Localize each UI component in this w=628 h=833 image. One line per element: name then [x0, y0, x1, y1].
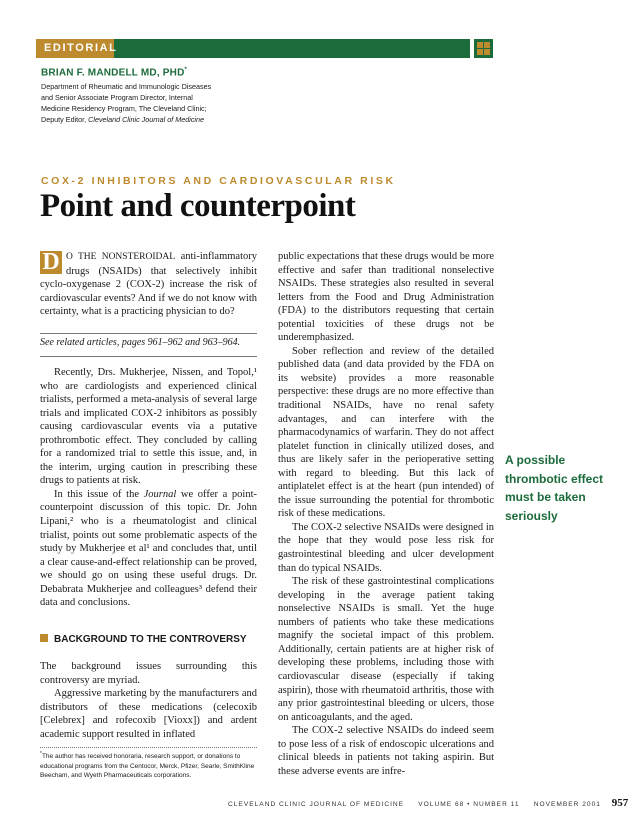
paragraph: Aggressive marketing by the manufacturers and distributors of these medications (celecoxib [Celebrex] and rofecoxib [Vioxx]) and ardent academic support resulted in inflated — [40, 688, 257, 740]
divider — [40, 356, 257, 357]
author-block — [41, 67, 281, 125]
footer-issue: VOLUME 68 • NUMBER 11 — [418, 801, 520, 808]
paragraph: The COX-2 selective NSAIDs were designed in the hope that they would pose less risk for gastrointestinal bleeding and ulcer development than do typical NSAIDs. — [278, 521, 494, 574]
page-number: 957 — [611, 797, 628, 809]
author-name: BRIAN F. MANDELL MD, PHD* — [41, 67, 188, 79]
author-disclosure-footnote: *The author has received honoraria, research support, or donations to educational programs from the Centocor, Merck, Pfizer, Searle, SmithKline Beecham, and Wyeth Pharmaceuticals corporations. — [40, 751, 255, 780]
bullet-square-icon — [40, 634, 48, 642]
author-affiliation: Department of Rheumatic and Immunologic Diseases and Senior Associate Program Director, Internal Medicine Residency Program, The Cleveland Clinic; Deputy Editor, Cleveland Clinic Journal of Medicine — [41, 82, 212, 125]
paragraph: In this issue of the Journal we offer a point-counterpoint discussion of this topic. Dr. John Lipani,² who is a rheumatologist and clinical trialist, points out some problematic aspects of the study by Mukherjee et al¹ and concludes that, until a clear cause-and-effect relationship can be proved, we should go on using these useful drugs. Dr. Debabrata Mukherjee and colleagues³ defend their data and conclusions. — [40, 488, 257, 609]
lead-paragraph: D O THE NONSTEROIDAL anti-inflammatory drugs (NSAIDs) that selectively inhibit cyclo-oxygenase 2 (COX-2) increase the risk of cardiovascular events? And if we do not know with certainty, what is a practicing physician to do? — [40, 249, 257, 318]
paragraph: Recently, Drs. Mukherjee, Nissen, and Topol,¹ who are cardiologists and experienced clinical trialists, performed a meta-analysis of several large trials and implicated COX-2 inhibitors as possibly causing cardiovascular events via a putative prothrombotic effect. They concluded by calling for a randomized trial to settle this issue, and, in the interim, urging caution in prescribing these drugs to patients at risk. — [40, 367, 257, 487]
divider — [40, 333, 257, 334]
related-articles-note: See related articles, pages 961–962 and 963–964. — [40, 337, 241, 348]
drop-cap: D — [40, 251, 62, 274]
footer-journal: CLEVELAND CLINIC JOURNAL OF MEDICINE — [228, 801, 405, 808]
section-heading: BACKGROUND TO THE CONTROVERSY — [40, 634, 247, 645]
footnote-divider — [40, 747, 257, 748]
paragraph: The risk of these gastrointestinal complications developing in the average patient taking nonselective NSAIDs is small. Yet the huge numbers of patients who take these medications magnify the societal impact of this problem. Additionally, certain patients are at higher risk of developing these problems, including those with cardiovascular disease (especially if taking aspirin), those with rheumatoid arthritis, those with any prior gastrointestinal bleeding or ulcers, those on anticoagulants, and the aged. — [278, 576, 494, 723]
column-2-body — [278, 250, 494, 785]
journal-logo-icon — [474, 39, 493, 58]
pull-quote: A possible thrombotic effect must be taken seriously — [505, 453, 604, 523]
paragraph: public expectations that these drugs would be more effective and safer than traditional nonselective NSAIDs. These strategies also resulted in several letters from the Food and Drug Administration (FDA) to the distributors requesting that certain potential toxicities of these drugs not be underemphasized. — [278, 251, 494, 344]
footer-date: NOVEMBER 2001 — [533, 801, 601, 808]
article-title: Point and counterpoint — [40, 188, 356, 224]
paragraph: The background issues surrounding this controversy are myriad. — [40, 661, 257, 686]
article-kicker: COX-2 INHIBITORS AND CARDIOVASCULAR RISK — [41, 175, 396, 187]
column-1-body — [40, 366, 257, 628]
paragraph: The COX-2 selective NSAIDs do indeed seem to pose less of a risk of endoscopic ulcerations and clinical bleeds in patients not taking aspirin. But these adverse events are infre- — [278, 725, 494, 777]
paragraph: Sober reflection and review of the detailed published data (and data provided by the FDA on its website) provides a more reasonable perspective: these drugs are no more effective than traditional NSAIDs, have no renal safety advantages, and can interfere with the pharmacodynamics of warfarin. They do not affect platelet function in clinically utilized doses, and thus are likely safer in the perioperative setting with regard to bleeding. But this lack of antiplatelet effect is at the heart (pun intended) of the issue surrounding the potential for thrombotic risk of these medications. — [278, 345, 494, 520]
section-label: EDITORIAL — [36, 39, 114, 58]
column-1-continued — [40, 660, 257, 740]
page-footer — [228, 797, 628, 809]
